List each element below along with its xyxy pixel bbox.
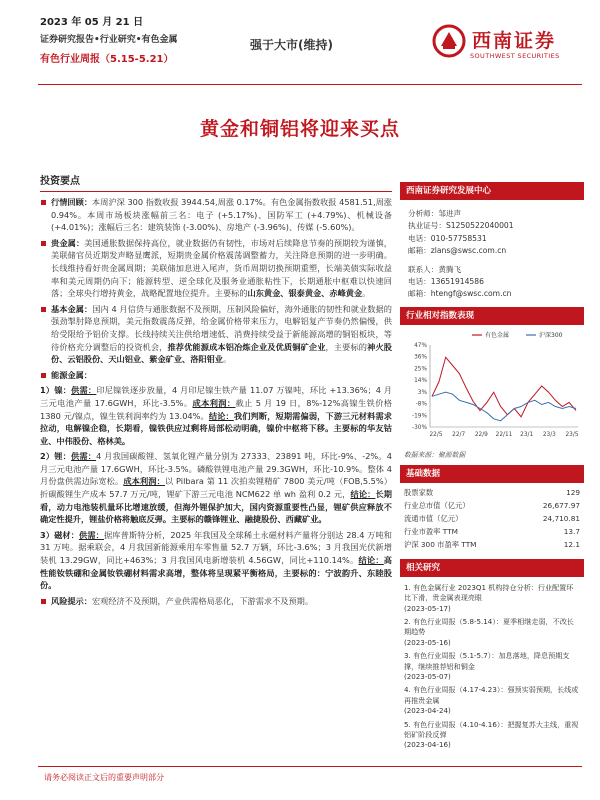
chart-svg <box>400 327 584 447</box>
rare-earth-conclusion-label: 结论： <box>358 555 384 566</box>
basic-data-row <box>400 487 584 500</box>
analyst-email[interactable]: zlans@swsc.com.cn <box>430 246 507 256</box>
relative-index-chart <box>400 327 584 447</box>
nickel-supply-text: 印尼镍铁逐步放量，4 月印尼镍生铁产量 11.07 万镍吨，环比 +13.36%；4 月三元电池产量 17.6GWH，环比-3.5%。 <box>40 385 392 408</box>
basic-data-label: 流通市值（亿元） <box>404 514 463 523</box>
precious-metals-text: 美国通胀数据保持高位，就业数据仍有韧性，市场对后续降息节奏的预期较为谨慎，美联储官员近期发声略显鹰派，短期贵金属价格震荡调整蓄力，关注降息预期的进一步明确。长线维持看好贵金属周期；美联储加息进入尾声，货币周期切换预期重塑，长端美债实际收益率和美元周期仍向下；能源转型、逆全球化及服务业通胀粘性下，长期通胀中枢难以快速回落；全球央行增持黄金，战略配置地位提升。主要标的 <box>51 237 392 299</box>
nickel-supply-label: 供需： <box>71 385 97 396</box>
related-research-title: 1. 有色金属行业 2023Q1 机构持仓分析：行业配置环比下滑，贵金属表现亮眼 <box>404 582 574 603</box>
contact-name: 黄腾飞 <box>438 264 462 274</box>
legend-label-0: 有色金属 <box>485 331 510 339</box>
report-date: 2023 年 05 月 21 日 <box>40 17 144 28</box>
basic-data-value: 12.1 <box>563 539 580 549</box>
related-research-title: 2. 有色行业周报（5.8-5.14）：夏季相继走弱，不改长期趋势 <box>404 616 574 637</box>
related-research-item[interactable] <box>404 685 580 716</box>
related-heading: 相关研究 <box>400 559 584 577</box>
investment-summary <box>40 176 392 610</box>
lithium-cost-label: 成本利润： <box>123 476 165 487</box>
report-type: 证券研究报告•行业研究•有色金属 <box>40 35 178 45</box>
license-number: S1250522040001 <box>445 221 514 231</box>
industry-rating: 强于大市(维持) <box>250 38 333 52</box>
basic-data-row <box>400 538 584 551</box>
contact-phone: 13651914586 <box>430 277 484 287</box>
y-tick-label: -19% <box>412 413 427 420</box>
base-metals-label: 基本金属： <box>51 303 93 314</box>
basic-data-row <box>400 525 584 538</box>
basic-data-label: 沪深 300 市盈率 TTM <box>404 539 477 549</box>
related-research-item[interactable] <box>404 720 580 751</box>
report-title: 黄金和铜铝将迎来买点 <box>199 118 400 140</box>
y-tick-label: 36% <box>414 354 427 361</box>
lithium-section <box>40 450 392 526</box>
report-header <box>40 16 260 66</box>
related-research-title: 4. 有色行业周报（4.17-4.23）：强预实弱预期，长线或再推贵金属 <box>404 685 579 705</box>
license-label: 执业证号： <box>408 221 446 231</box>
rare-earth-targets: 宁波韵升、东睦股份。 <box>40 567 392 591</box>
y-tick-label: -8% <box>415 401 427 408</box>
related-research-item[interactable] <box>404 617 580 648</box>
precious-metals-targets: 山东黄金、银泰黄金、赤峰黄金 <box>247 288 363 299</box>
basic-data-value: 13.7 <box>563 526 580 536</box>
basic-data-value: 24,710.81 <box>542 514 580 523</box>
contact-phone-label: 电话： <box>408 277 431 287</box>
nickel-cost-text: 截止 5 月 19 日，8%-12%高镍生铁价格 1380 元/镍点，镍生铁利润率约为 13.04%。 <box>40 397 393 421</box>
rare-earth-section <box>40 529 392 592</box>
y-tick-label: 3% <box>417 389 427 396</box>
y-tick-label: -30% <box>412 424 427 431</box>
market-review <box>40 196 392 234</box>
legend-label-1: 沪深300 <box>539 331 563 339</box>
logo-mark-icon <box>432 24 466 58</box>
base-metals-recommend: 推荐优能源成本铝冶炼企业及优质铜矿企业 <box>167 341 326 352</box>
report-weekly: 有色行业周报（5.15-5.21） <box>40 54 174 65</box>
analyst-label: 分析师： <box>408 209 439 218</box>
related-research-date: (2023-04-16) <box>404 740 451 750</box>
related-research-item[interactable] <box>404 651 580 682</box>
contact-email[interactable]: htengf@swsc.com.cn <box>430 289 512 299</box>
x-tick-label: 22/5 <box>429 431 443 438</box>
x-tick-label: 22/11 <box>495 431 513 438</box>
basic-data-heading: 基础数据 <box>400 465 584 483</box>
series-line-0 <box>432 357 576 417</box>
nickel-prefix: 1）镍： <box>40 385 72 396</box>
risk-warning-text: 宏观经济不及预期，产业供需格局恶化，下游需求不及预期。 <box>91 595 314 606</box>
nickel-section <box>40 384 392 447</box>
nickel-targets: 主要标的华友钴业、中伟股份、格林美。 <box>40 423 392 446</box>
lithium-prefix: 2）锂： <box>40 451 71 462</box>
x-tick-label: 23/3 <box>542 431 556 438</box>
base-metals-end: 。 <box>222 354 232 365</box>
related-research-date: (2023-05-17) <box>404 603 451 613</box>
contact-label: 联系人： <box>408 264 439 274</box>
basic-data-label: 股票家数 <box>404 488 434 498</box>
basic-data-row <box>400 512 584 525</box>
basic-data-table <box>400 487 584 551</box>
risk-warning <box>40 595 392 608</box>
lithium-conclusion-text: 长期看，动力电池装机量环比增速放缓，但海外锂保护加大，国内资源重要性凸显，锂矿供应释放不确定性提升，锂盐价格将触底反弹 <box>40 489 392 525</box>
analyst-heading: 西南证券研究发展中心 <box>400 182 584 200</box>
header-divider <box>38 84 582 85</box>
company-logo <box>432 22 582 70</box>
related-research-title: 5. 有色行业周报（4.10-4.16）：把握复苏大主线，重视铝矿阶段反弹 <box>404 719 579 740</box>
related-research-date: (2023-05-16) <box>404 637 451 647</box>
lithium-supply-label: 供需： <box>71 451 97 462</box>
basic-data-value: 129 <box>566 488 580 498</box>
logo-text-cn: 西南证券 <box>472 30 557 52</box>
precious-metals-end: 。 <box>362 288 371 299</box>
analyst-info <box>400 200 584 307</box>
x-tick-label: 23/5 <box>565 431 579 438</box>
market-review-label: 行情回顾： <box>51 197 93 207</box>
nickel-cost-label: 成本利润： <box>192 397 236 408</box>
lithium-targets: 。主要标的赣锋锂业、融捷股份、西藏矿业。 <box>162 514 327 525</box>
series-line-1 <box>432 392 576 421</box>
sidebar <box>400 182 584 754</box>
x-tick-label: 22/9 <box>474 431 488 438</box>
phone-label: 电话： <box>408 233 431 243</box>
risk-warning-label: 风险提示： <box>51 595 92 606</box>
email-label: 邮箱： <box>408 246 431 256</box>
analyst-phone: 010-57758531 <box>430 233 487 243</box>
related-research-title: 3. 有色行业周报（5.1-5.7）：加息落地，降息预期支撑，继续推荐铝和铜金 <box>404 651 570 671</box>
rare-earth-supply-label: 供需： <box>79 529 104 540</box>
x-tick-label: 22/7 <box>452 431 466 438</box>
related-research-list <box>400 577 584 751</box>
base-metals <box>40 303 392 366</box>
analyst-name: 邹进声 <box>438 209 462 218</box>
basic-data-label: 行业市盈率 TTM <box>404 526 458 536</box>
lithium-cost-text: 以 Pilbara 第 11 次拍卖锂精矿 7800 美元/吨（FOB,5.5%）折碳酸锂生产成本 57.7 万元/吨，锂矿下游三元电池 NCM622 单 wh 盈利 0.2 元， <box>40 476 392 500</box>
rare-earth-conclusion-text: 高性能钕铁硼和金属钕铁硼材料需求高增，整体将呈现紧平衡格局，主要标的： <box>40 555 392 578</box>
base-metals-targets: 神火股份、云铝股份、天山铝业、紫金矿业、洛阳钼业 <box>51 341 392 365</box>
basic-data-value: 26,677.97 <box>542 501 580 511</box>
chart-heading: 行业相对指数表现 <box>400 307 584 325</box>
contact-email-label: 邮箱： <box>408 289 431 299</box>
basic-data-row <box>400 500 584 513</box>
summary-heading: 投资要点 <box>40 176 392 192</box>
y-tick-label: 25% <box>414 366 427 373</box>
energy-metals <box>40 369 392 382</box>
related-research-date: (2023-05-07) <box>404 672 451 681</box>
market-review-text: 本周沪深 300 指数收报 3944.54,周涨 0.17%。有色金属指数收报 4581.51,周涨 0.94%。本周市场板块涨幅前三名：电子 (+5.17%)、国防军工 (+4.79%)、机械设备 (+4.01%)；涨幅后三名：建筑装饰 (-3.00%)、房地产 (-3.96%)、传媒 (-5.60%)。 <box>51 197 392 233</box>
x-tick-label: 23/1 <box>520 431 534 438</box>
base-metals-mid: ，主要标的 <box>325 341 368 352</box>
y-tick-label: 14% <box>414 377 427 384</box>
precious-metals <box>40 237 392 300</box>
base-metals-text: 国内 4 月信贷与通胀数据不及预期，压制风险偏好，海外通胀的韧性和就业数据的强劲掣肘降息预期，美元指数震荡反弹，给金属价格带来压力，电解铝复产节奏仍然偏慢，供给受限给予铝价支撑。长线持续关注供给增速低、消费持续受益于新能源高增的铜铝板块，等待价格充分调整后的投资机会， <box>51 303 392 352</box>
footer-disclaimer: 请务必阅读正文后的重要声明部分 <box>44 773 164 782</box>
precious-metals-label: 贵金属： <box>51 237 85 248</box>
related-research-date: (2023-04-24) <box>404 706 451 716</box>
rare-earth-supply-text: 据库普斯特分析，2025 年我国及全球稀土永磁材料产量将分别达 28.4 万吨和 31 万吨。据乘联会，4 月我国新能源乘用车零售量 52.7 万辆，环比-3.6%；3 月我国光伏新增装机 13.29GW，同比+463%；3 月我国风电新增装机 4.56GW，同比+110.14%。 <box>40 529 392 566</box>
related-research-item[interactable] <box>404 583 580 614</box>
nickel-conclusion-label: 结论： <box>208 410 234 421</box>
nickel-conclusion-text: 我们判断，短期需偏弱，下游三元材料需求拉动，电解镍企稳，长期看，镍铁供应过剩将局部松动明确，镍价中枢将下移。 <box>40 410 392 434</box>
chart-source: 数据来源：聚源数据 <box>404 450 466 459</box>
logo-text-en: SOUTHWEST SECURITIES <box>470 52 560 60</box>
rare-earth-prefix: 3）磁材： <box>40 529 80 540</box>
lithium-supply-text: 4 月我国碳酸锂、氢氧化锂产量分别为 27333、23891 吨，环比-9%、-2%。4 月三元电池产量 17.6GWH，环比-3.5%。磷酸铁锂电池产量 29.3GWH，环比-10.9%。整体 4 月份盘供需边际宽松。 <box>40 451 392 487</box>
energy-metals-label: 能源金属： <box>51 369 92 380</box>
footer-divider <box>38 766 582 767</box>
y-tick-label: 47% <box>414 342 427 349</box>
lithium-conclusion-label: 结论： <box>350 489 376 500</box>
basic-data-label: 行业总市值（亿元） <box>404 501 470 511</box>
